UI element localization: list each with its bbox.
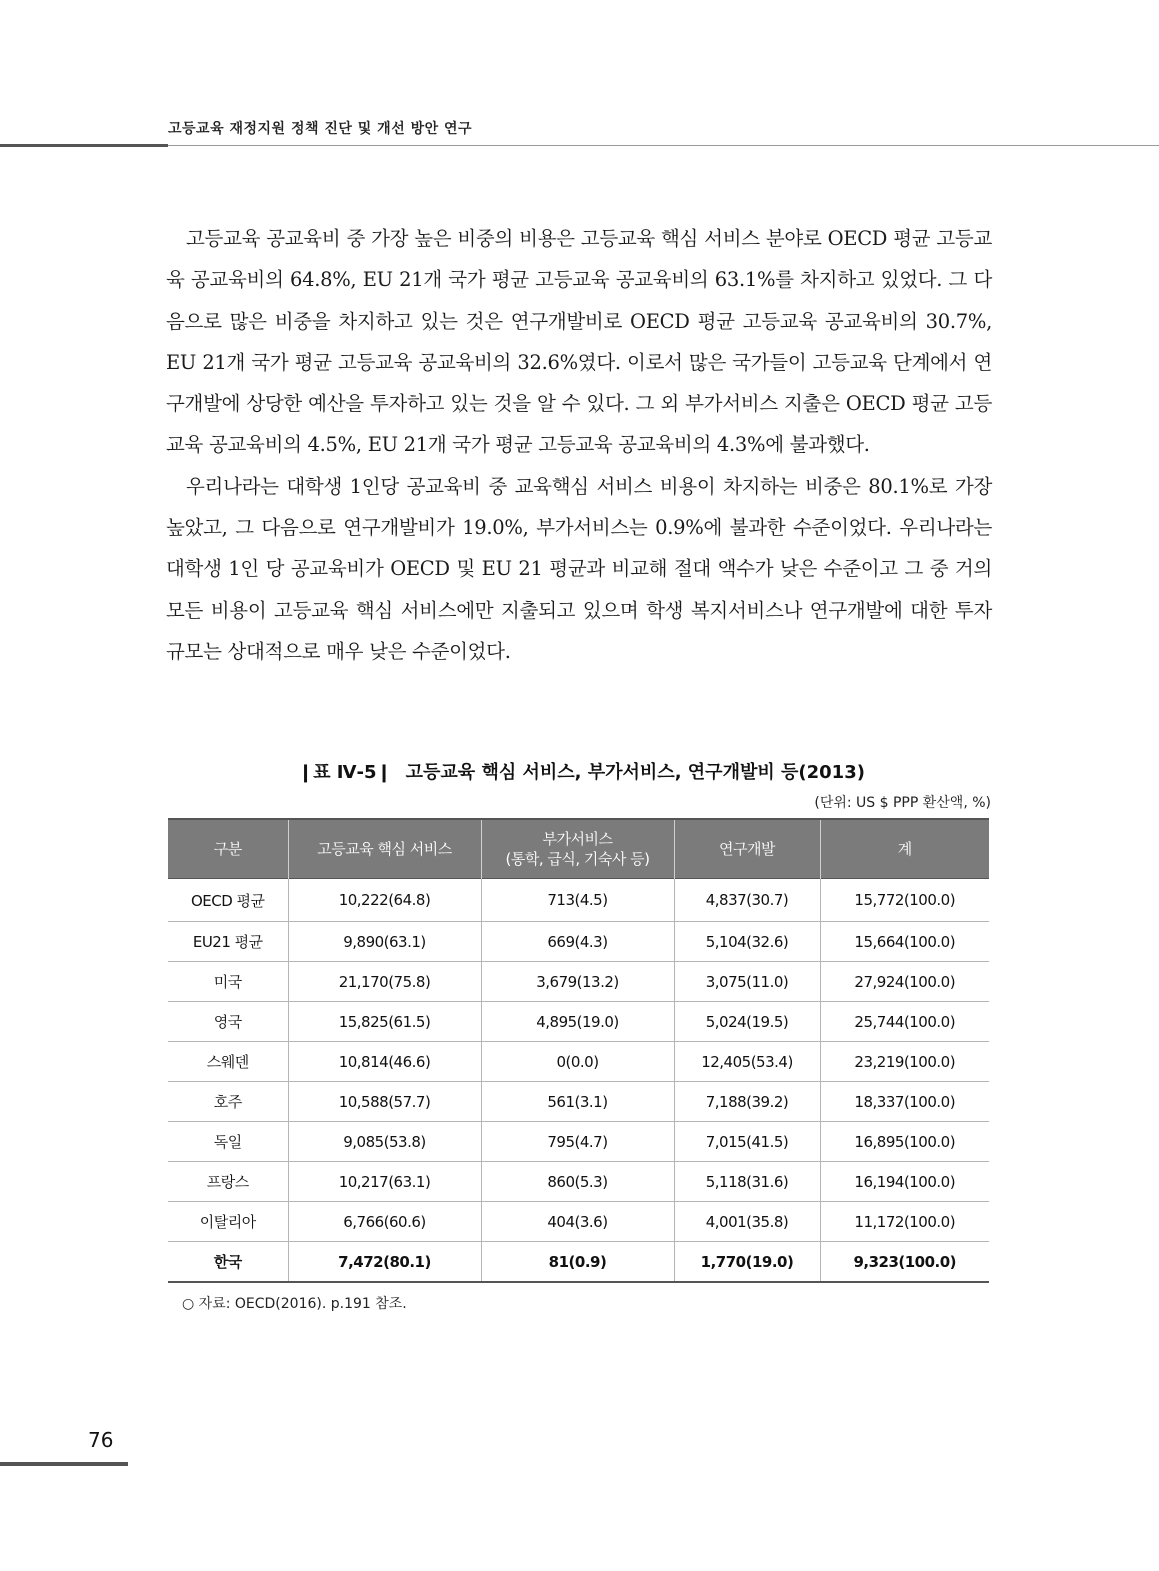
cell-rnd: 4,001(35.8) xyxy=(674,1202,820,1242)
cell-total: 16,194(100.0) xyxy=(820,1162,989,1202)
cell-rnd: 7,188(39.2) xyxy=(674,1082,820,1122)
table-row-highlight-korea xyxy=(168,1242,989,1283)
cell-core: 7,472(80.1) xyxy=(288,1242,481,1283)
cell-total: 15,772(100.0) xyxy=(820,879,989,922)
table-row xyxy=(168,1002,989,1042)
row-label: 이탈리아 xyxy=(168,1202,288,1242)
table-row xyxy=(168,922,989,962)
header-rnd: 연구개발 xyxy=(674,819,820,879)
row-label: 독일 xyxy=(168,1122,288,1162)
cell-rnd: 7,015(41.5) xyxy=(674,1122,820,1162)
cell-ancillary: 0(0.0) xyxy=(481,1042,674,1082)
cell-rnd: 4,837(30.7) xyxy=(674,879,820,922)
source-note: ○ 자료: OECD(2016). p.191 참조. xyxy=(182,1296,407,1312)
cell-core: 9,890(63.1) xyxy=(288,922,481,962)
header-ancillary-line1: 부가서비스 xyxy=(542,830,613,848)
cell-rnd: 1,770(19.0) xyxy=(674,1242,820,1283)
header-rule-light xyxy=(168,145,1159,146)
header-ancillary xyxy=(481,819,674,879)
paragraph-1: 고등교육 공교육비 중 가장 높은 비중의 비용은 고등교육 핵심 서비스 분야로 OECD 평균 고등교육 공교육비의 64.8%, EU 21개 국가 평균 고등교육 공교육비의 63.1%를 차지하고 있었다. 그 다음으로 많은 비중을 차지하고 있는 것은 연구개발비로 OECD 평균 고등교육 공교육비의 30.7%, EU 21개 국가 평균 고등교육 공교육비의 32.6%였다. 이로서 많은 국가들이 고등교육 단계에서 연구개발에 상당한 예산을 투자하고 있는 것을 알 수 있다. 그 외 부가서비스 지출은 OECD 평균 고등교육 공교육비의 4.5%, EU 21개 국가 평균 고등교육 공교육비의 4.3%에 불과했다. xyxy=(166,227,992,457)
cell-core: 15,825(61.5) xyxy=(288,1002,481,1042)
row-label: EU21 평균 xyxy=(168,922,288,962)
cell-core: 21,170(75.8) xyxy=(288,962,481,1002)
paragraph-2: 우리나라는 대학생 1인당 공교육비 중 교육핵심 서비스 비용이 차지하는 비중은 80.1%로 가장 높았고, 그 다음으로 연구개발비가 19.0%, 부가서비스는 0.9%에 불과한 수준이었다. 우리나라는 대학생 1인 당 공교육비가 OECD 및 EU 21 평균과 비교해 절대 액수가 낮은 수준이고 그 중 거의 모든 비용이 고등교육 핵심 서비스에만 지출되고 있으며 학생 복지서비스나 연구개발에 대한 투자 규모는 상대적으로 매우 낮은 수준이었다. xyxy=(166,474,992,663)
table-row xyxy=(168,1122,989,1162)
header-rule-dark xyxy=(0,144,168,147)
page-number: 76 xyxy=(88,1428,114,1452)
row-label: OECD 평균 xyxy=(168,879,288,922)
cell-ancillary: 669(4.3) xyxy=(481,922,674,962)
footer-rule xyxy=(0,1462,128,1466)
row-label: 프랑스 xyxy=(168,1162,288,1202)
cell-ancillary: 4,895(19.0) xyxy=(481,1002,674,1042)
cell-total: 23,219(100.0) xyxy=(820,1042,989,1082)
row-label: 호주 xyxy=(168,1082,288,1122)
cell-core: 10,588(57.7) xyxy=(288,1082,481,1122)
table-row xyxy=(168,1042,989,1082)
cell-total: 9,323(100.0) xyxy=(820,1242,989,1283)
row-label: 미국 xyxy=(168,962,288,1002)
cell-total: 18,337(100.0) xyxy=(820,1082,989,1122)
table-title-text: 고등교육 핵심 서비스, 부가서비스, 연구개발비 등(2013) xyxy=(405,762,865,783)
cell-ancillary: 795(4.7) xyxy=(481,1122,674,1162)
cell-core: 6,766(60.6) xyxy=(288,1202,481,1242)
table-header-row xyxy=(168,819,989,879)
header-core-service: 고등교육 핵심 서비스 xyxy=(288,819,481,879)
cell-ancillary: 3,679(13.2) xyxy=(481,962,674,1002)
row-label: 한국 xyxy=(168,1242,288,1283)
header-ancillary-line2: (통학, 급식, 기숙사 등) xyxy=(505,850,650,868)
cell-rnd: 5,104(32.6) xyxy=(674,922,820,962)
header-category: 구분 xyxy=(168,819,288,879)
cell-core: 10,217(63.1) xyxy=(288,1162,481,1202)
table-row xyxy=(168,1082,989,1122)
cell-total: 27,924(100.0) xyxy=(820,962,989,1002)
row-label: 영국 xyxy=(168,1002,288,1042)
cell-rnd: 12,405(53.4) xyxy=(674,1042,820,1082)
row-label: 스웨덴 xyxy=(168,1042,288,1082)
cell-total: 25,744(100.0) xyxy=(820,1002,989,1042)
cell-total: 11,172(100.0) xyxy=(820,1202,989,1242)
cell-ancillary: 81(0.9) xyxy=(481,1242,674,1283)
header-total: 계 xyxy=(820,819,989,879)
table-row xyxy=(168,879,989,922)
cell-core: 9,085(53.8) xyxy=(288,1122,481,1162)
cell-rnd: 3,075(11.0) xyxy=(674,962,820,1002)
table-number: ❙표 Ⅳ-5❙ xyxy=(298,762,392,783)
cell-rnd: 5,118(31.6) xyxy=(674,1162,820,1202)
cell-rnd: 5,024(19.5) xyxy=(674,1002,820,1042)
table-unit: (단위: US $ PPP 환산액, %) xyxy=(814,795,991,811)
cell-core: 10,222(64.8) xyxy=(288,879,481,922)
data-table xyxy=(168,818,989,1283)
cell-total: 16,895(100.0) xyxy=(820,1122,989,1162)
table-row xyxy=(168,1202,989,1242)
cell-ancillary: 860(5.3) xyxy=(481,1162,674,1202)
cell-ancillary: 404(3.6) xyxy=(481,1202,674,1242)
cell-ancillary: 713(4.5) xyxy=(481,879,674,922)
cell-total: 15,664(100.0) xyxy=(820,922,989,962)
running-header: 고등교육 재정지원 정책 진단 및 개선 방안 연구 xyxy=(168,121,473,137)
table-title xyxy=(0,758,1159,784)
cell-ancillary: 561(3.1) xyxy=(481,1082,674,1122)
table-row xyxy=(168,1162,989,1202)
body-text xyxy=(166,218,992,672)
table-row xyxy=(168,962,989,1002)
cell-core: 10,814(46.6) xyxy=(288,1042,481,1082)
